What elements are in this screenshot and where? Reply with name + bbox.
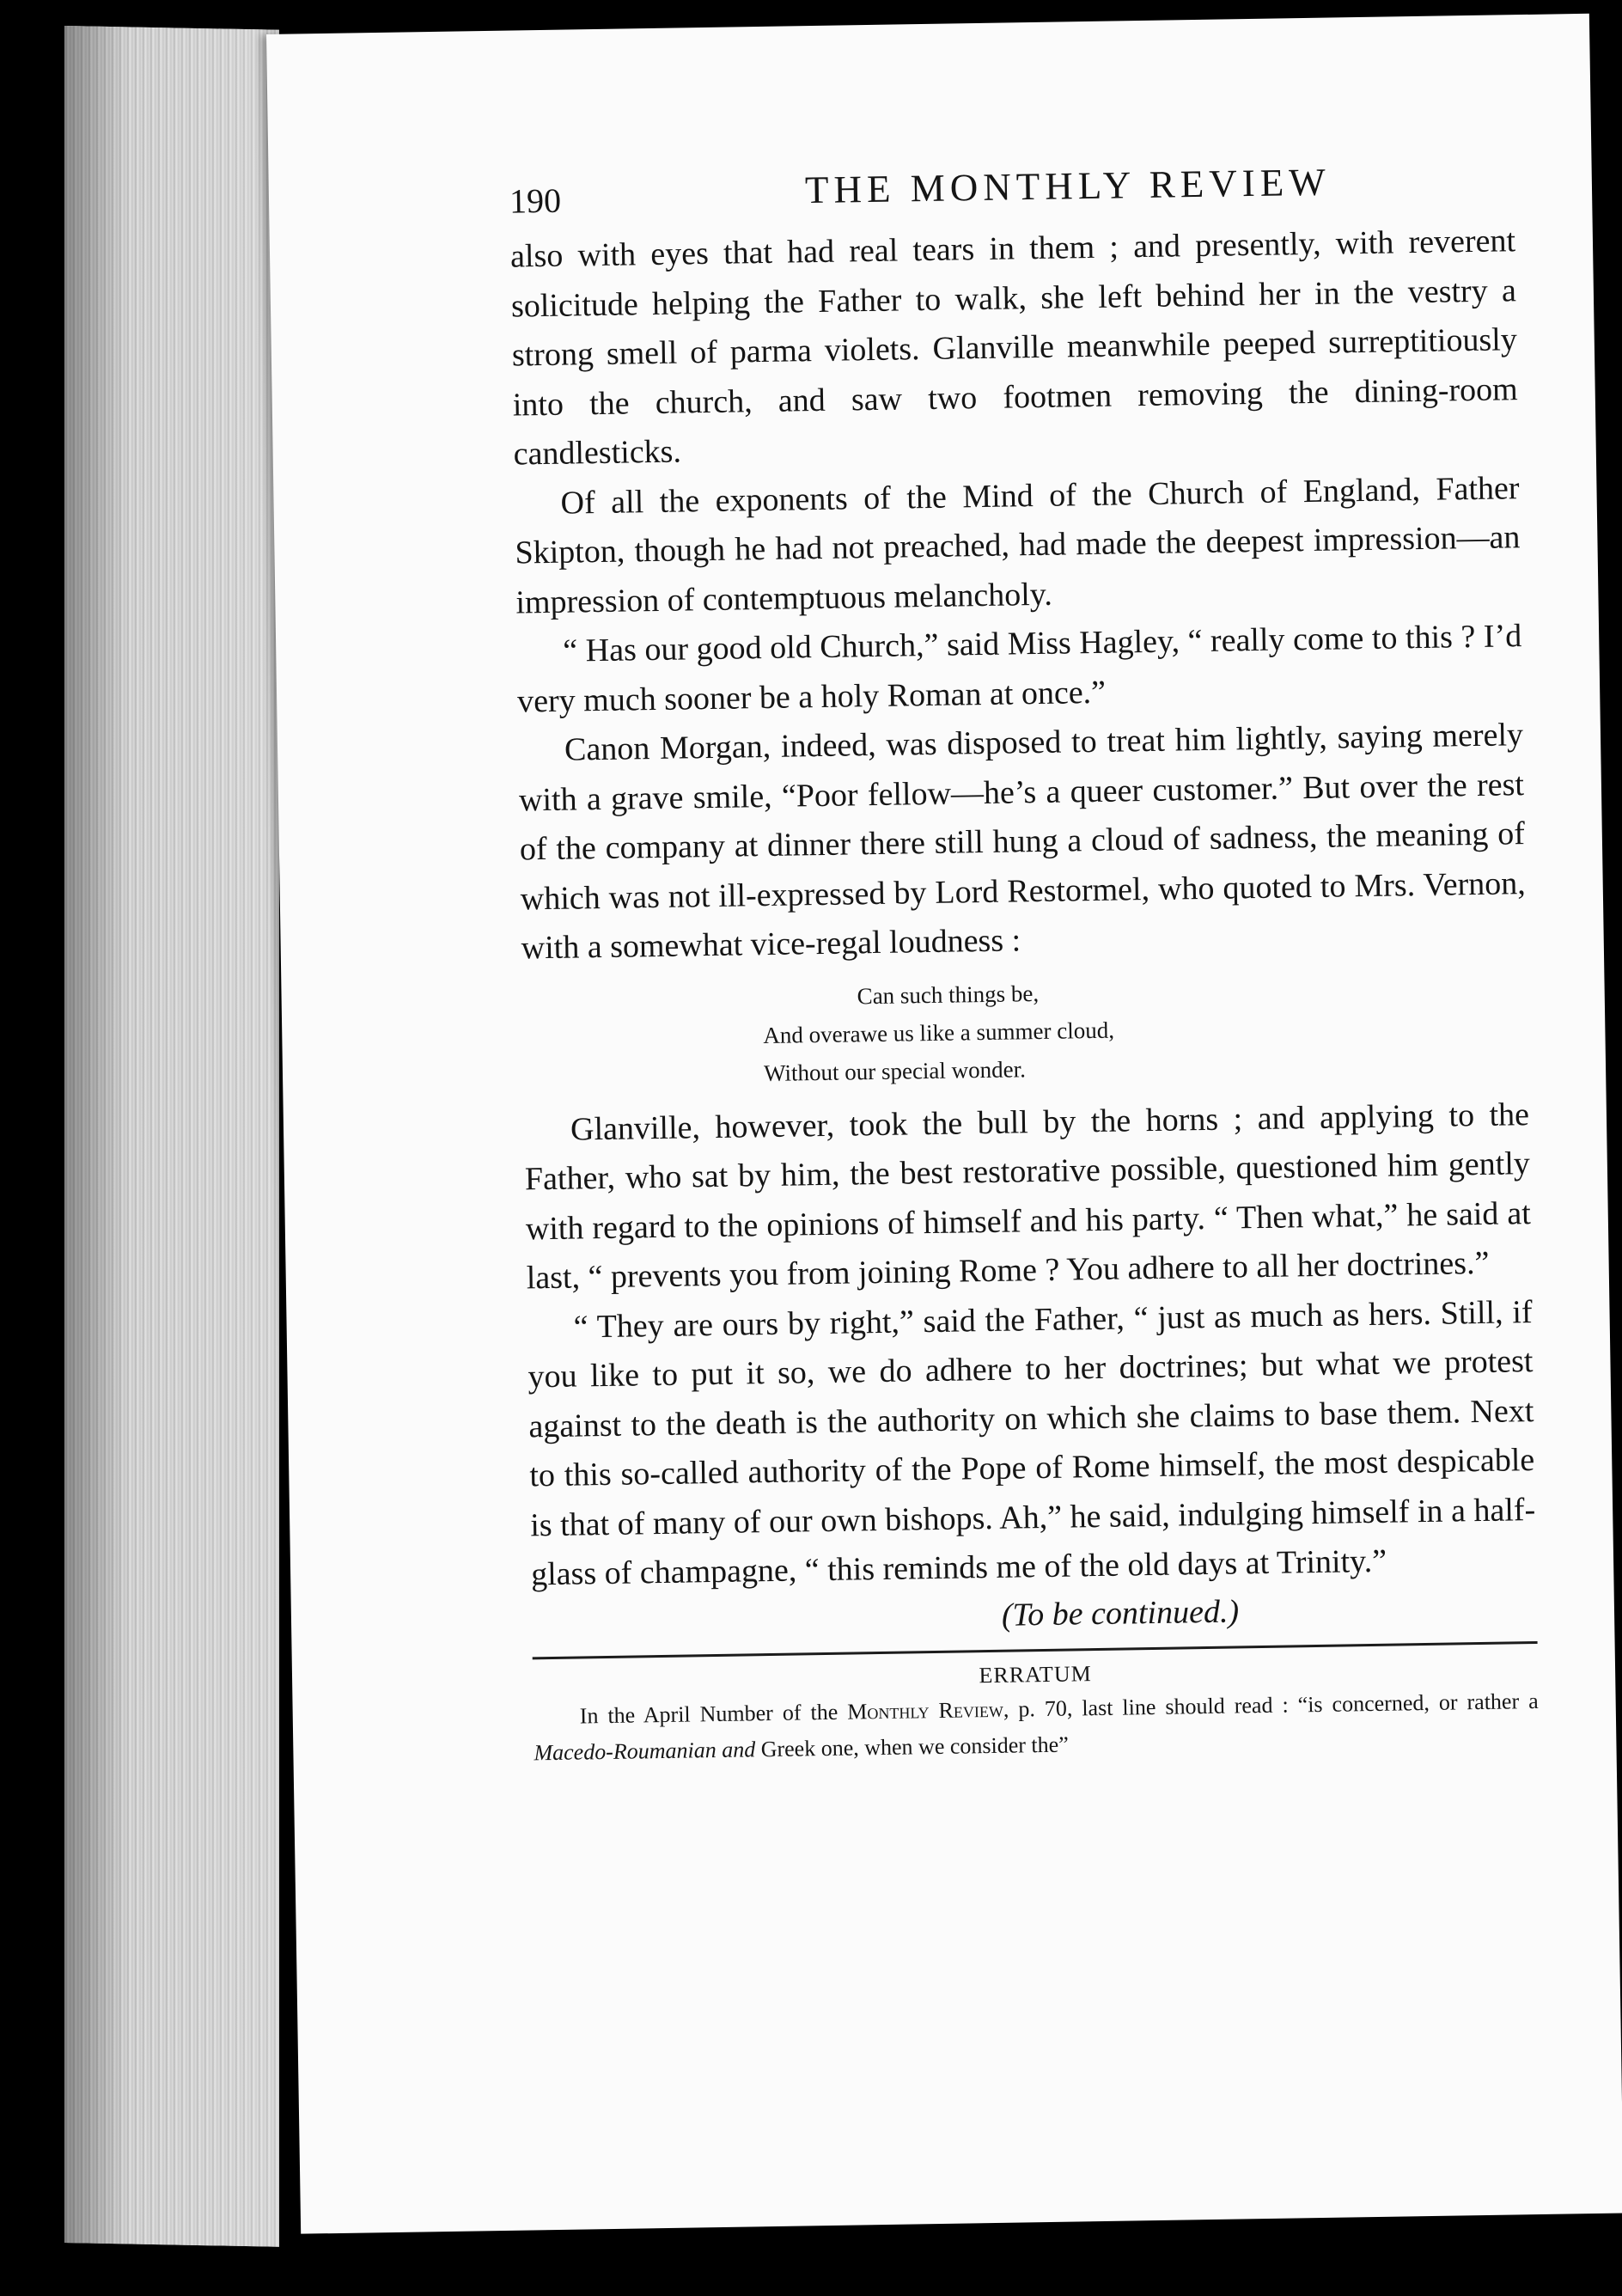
book-page — [266, 14, 1622, 2234]
book-page-edges — [64, 26, 279, 2247]
erratum-text-before: In the April Number of the — [579, 1699, 848, 1729]
erratum-heading: ERRATUM — [979, 1660, 1092, 1688]
body-text — [510, 217, 1537, 1600]
journal-title: THE MONTHLY REVIEW — [804, 160, 1332, 212]
verse-line-3: Without our special wonder. — [763, 1055, 1027, 1086]
paragraph-2: Of all the exponents of the Mind of the Church of England, Father Skipton, though he had not preached, had made the deepest impression—an impression of contemptuous melancholy. — [515, 469, 1521, 621]
to-be-continued: (To be continued.) — [1001, 1592, 1240, 1633]
verse-line-2: And overawe us like a summer cloud, — [763, 1017, 1115, 1048]
paragraph-5: Glanville, however, took the bull by the horns ; and applying to the Father, who sat by him, the best restorative possible, questioned him gently with regard to the opinions of himself and his party. “ Then what,” he said at last, “ prevents you from joining Rome ? You adhere to all her doctrines.” — [524, 1096, 1532, 1297]
erratum-text-after: Greek one, when we consider the” — [754, 1731, 1069, 1762]
verse-quotation — [762, 967, 1528, 1092]
erratum-text-middle: , p. 70, last line should read : “is concerned, or rather a — [1003, 1688, 1539, 1722]
page-number: 190 — [509, 180, 562, 221]
paragraph-1: also with eyes that had real tears in them ; and presently, with reverent solicitude helping the Father to walk, she left behind her in the vestry a strong smell of parma violets. Glanville meanwhile peeped surreptitiously into the church, and saw two footmen removing the dining-room candlesticks. — [509, 223, 1518, 473]
erratum-journal-name: Monthly Review — [846, 1696, 1004, 1725]
erratum-italic-phrase: Macedo-Roumanian and — [534, 1736, 756, 1765]
erratum-text — [533, 1682, 1539, 1770]
paragraph-6: “ They are ours by right,” said the Father, “ just as much as hers. Still, if you like to put it so, we do adhere to her doctrines; but what we protest against to the death is the authority on which she claims to base them. Next to this so-called authority of the Pope of Rome himself, the most despicable is that of many of our own bishops. Ah,” he said, indulging himself in a half-glass of champagne, “ this reminds me of the old days at Trinity.” — [527, 1293, 1536, 1593]
verse-line-1: Can such things be, — [857, 980, 1040, 1009]
paragraph-4: Canon Morgan, indeed, was disposed to treat him lightly, saying merely with a grave smile, “Poor fellow—he’s a queer customer.” But over the rest of the company at dinner there still hung a cloud of sadness, the meaning of which was not ill-expressed by Lord Restormel, who quoted to Mrs. Vernon, with a somewhat vice-regal loudness : — [518, 717, 1527, 967]
text-block — [509, 156, 1540, 1771]
paragraph-3: “ Has our good old Church,” said Miss Hagley, “ really come to this ? I’d very much sooner be a holy Roman at once.” — [516, 618, 1522, 720]
